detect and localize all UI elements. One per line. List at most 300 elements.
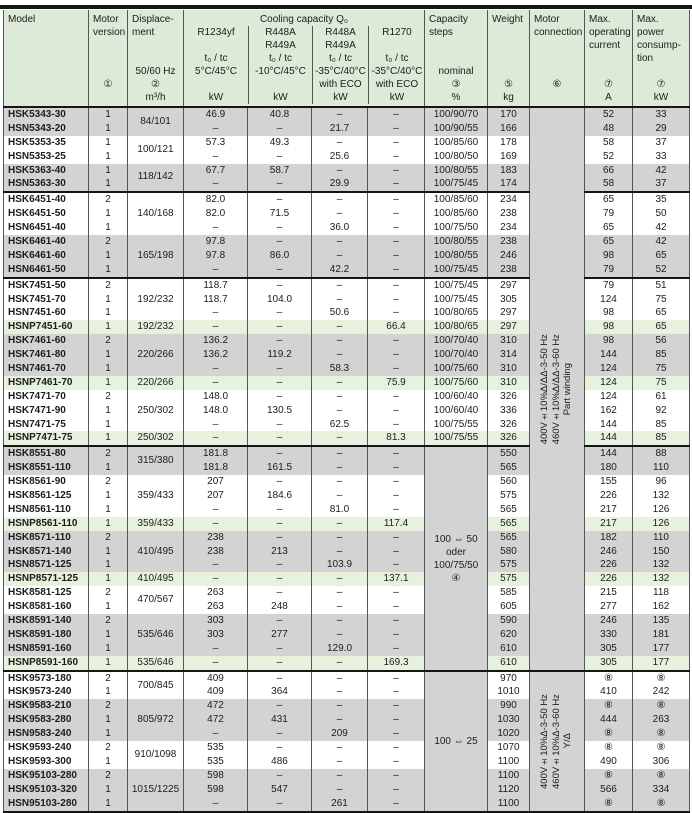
cell-capacity-r1270: – <box>368 755 425 769</box>
cell-weight: 310 <box>488 334 530 348</box>
cell-max-operating-current: ⑧ <box>585 727 633 741</box>
cell-capacity-r448a: – <box>248 503 312 517</box>
cell-max-power-consumption: 42 <box>633 164 690 178</box>
col-header-displacement <box>128 10 184 107</box>
cell-capacity-r448a-eco: – <box>312 656 368 671</box>
cell-motor-version: 2 <box>89 334 128 348</box>
cell-capacity-r1234yf: 263 <box>184 600 248 614</box>
cell-max-power-consumption: 52 <box>633 263 690 278</box>
refrigerant-name: R448A <box>265 27 296 38</box>
cell-max-operating-current: 124 <box>585 376 633 390</box>
table-row <box>4 348 690 362</box>
cell-max-operating-current: 217 <box>585 517 633 531</box>
cell-capacity-r1270: – <box>368 531 425 545</box>
displacement-unit: m³/h <box>145 92 166 103</box>
cell-motor-version: 1 <box>89 249 128 263</box>
cell-model: HSNP8561-110 <box>4 517 89 531</box>
subcol-r1270 <box>368 26 425 104</box>
cell-capacity-r448a-eco: 42.2 <box>312 263 368 278</box>
cell-motor-version: 1 <box>89 306 128 320</box>
cell-displacement: 910/1098 <box>128 741 184 769</box>
cell-capacity-r1234yf: 409 <box>184 686 248 700</box>
table-row <box>4 642 690 656</box>
cell-max-power-consumption: 334 <box>633 783 690 797</box>
cell-capacity-r448a-eco: – <box>312 390 368 404</box>
cell-model: HSK6461-60 <box>4 249 89 263</box>
cell-max-power-consumption: 92 <box>633 404 690 418</box>
cell-capacity-r1234yf: – <box>184 727 248 741</box>
cell-capacity-r448a-eco: – <box>312 671 368 686</box>
weight-title: Weight <box>492 14 523 25</box>
cell-weight: 610 <box>488 642 530 656</box>
cell-model: HSN5353-25 <box>4 150 89 164</box>
cell-max-power-consumption: ⑧ <box>633 797 690 812</box>
cell-max-power-consumption: 50 <box>633 207 690 221</box>
cell-max-power-consumption: 85 <box>633 418 690 432</box>
cell-capacity-r1234yf: 472 <box>184 713 248 727</box>
cell-max-power-consumption: 132 <box>633 572 690 586</box>
table-row <box>4 572 690 586</box>
cell-max-power-consumption: 132 <box>633 489 690 503</box>
table-row <box>4 755 690 769</box>
cooling-capacity-title: Cooling capacity Q₀ <box>259 14 349 25</box>
cell-capacity-r448a-eco: 209 <box>312 727 368 741</box>
cell-weight: 605 <box>488 600 530 614</box>
col-header-model <box>4 10 89 107</box>
cell-displacement: 470/567 <box>128 586 184 614</box>
cell-capacity-r448a: – <box>248 727 312 741</box>
temp-condition: -35°C/40°C <box>371 66 423 77</box>
table-row <box>4 150 690 164</box>
cell-motor-version: 1 <box>89 107 128 122</box>
cell-capacity-r1270: 75.9 <box>368 376 425 390</box>
cell-max-power-consumption: 33 <box>633 107 690 122</box>
cell-max-operating-current: 124 <box>585 362 633 376</box>
cell-capacity-steps: 100/60/40 <box>425 404 488 418</box>
table-row <box>4 614 690 628</box>
table-row <box>4 107 690 122</box>
temp-condition: -35°C/40°C <box>315 66 366 77</box>
cell-max-power-consumption: 35 <box>633 192 690 207</box>
cell-weight: 336 <box>488 404 530 418</box>
cell-model: HSN8561-110 <box>4 503 89 517</box>
cell-capacity-r448a: – <box>248 656 312 671</box>
nominal-label: nominal <box>438 66 474 77</box>
cell-max-operating-current: 246 <box>585 545 633 559</box>
cell-max-operating-current: 566 <box>585 783 633 797</box>
cell-displacement: 220/266 <box>128 334 184 376</box>
cell-model: HSN7451-60 <box>4 306 89 320</box>
cell-motor-version: 1 <box>89 572 128 586</box>
cell-capacity-r448a: – <box>248 741 312 755</box>
cell-capacity-r448a-eco: – <box>312 572 368 586</box>
cell-max-operating-current: 217 <box>585 503 633 517</box>
cell-max-power-consumption: ⑧ <box>633 671 690 686</box>
cell-max-power-consumption: 132 <box>633 559 690 573</box>
cell-capacity-r448a: – <box>248 150 312 164</box>
cell-capacity-r1270: – <box>368 586 425 600</box>
cell-capacity-r1270: – <box>368 699 425 713</box>
cell-weight: 314 <box>488 348 530 362</box>
cell-motor-version: 2 <box>89 192 128 207</box>
cell-capacity-r448a-eco: – <box>312 293 368 307</box>
table-row <box>4 320 690 334</box>
cell-model: HSN8571-125 <box>4 559 89 573</box>
unit-label: kW <box>273 92 288 103</box>
cell-capacity-r1270: – <box>368 461 425 475</box>
cell-capacity-r448a-eco: – <box>312 545 368 559</box>
cell-max-operating-current: 79 <box>585 278 633 293</box>
cell-capacity-r1270: – <box>368 177 425 192</box>
cell-capacity-r1270: – <box>368 390 425 404</box>
table-row <box>4 600 690 614</box>
cell-model: HSNP7471-75 <box>4 431 89 446</box>
cell-model: HSK7471-70 <box>4 390 89 404</box>
cell-capacity-r448a: – <box>248 446 312 461</box>
cell-capacity-r1234yf: 118.7 <box>184 293 248 307</box>
cell-capacity-r1270: 137.1 <box>368 572 425 586</box>
cell-capacity-r448a-eco: 21.7 <box>312 122 368 136</box>
cell-max-power-consumption: 61 <box>633 390 690 404</box>
cell-weight: 1070 <box>488 741 530 755</box>
cell-model: HSK8571-110 <box>4 531 89 545</box>
cell-max-power-consumption: 37 <box>633 136 690 150</box>
cell-motor-version: 1 <box>89 461 128 475</box>
cell-capacity-steps: 100/75/45 <box>425 278 488 293</box>
cell-max-power-consumption: 88 <box>633 446 690 461</box>
cell-capacity-r1270: – <box>368 107 425 122</box>
cell-max-power-consumption: 110 <box>633 531 690 545</box>
cell-max-operating-current: 155 <box>585 475 633 489</box>
cell-capacity-r1270: – <box>368 489 425 503</box>
cell-capacity-r1234yf: – <box>184 559 248 573</box>
cell-weight: 1030 <box>488 713 530 727</box>
cell-weight: 326 <box>488 418 530 432</box>
cell-capacity-steps: 100/80/55 <box>425 164 488 178</box>
cell-capacity-r448a-eco: – <box>312 517 368 531</box>
cell-model: HSK8591-180 <box>4 628 89 642</box>
cell-motor-connection: 400V±10%Δ-3-50 Hz 460V±10%Δ-3-60 Hz Y/Δ <box>530 671 585 812</box>
cell-model: HSK8561-90 <box>4 475 89 489</box>
cell-max-operating-current: 52 <box>585 150 633 164</box>
table-row <box>4 390 690 404</box>
cell-capacity-r448a-eco: – <box>312 320 368 334</box>
cell-weight: 585 <box>488 586 530 600</box>
table-row <box>4 192 690 207</box>
cell-capacity-r448a: – <box>248 320 312 334</box>
cell-capacity-steps: 100/75/60 <box>425 362 488 376</box>
cell-capacity-r448a-eco: – <box>312 461 368 475</box>
table-row <box>4 461 690 475</box>
cell-capacity-r1234yf: – <box>184 122 248 136</box>
cell-capacity-r448a: 431 <box>248 713 312 727</box>
max-power-line1: Max. <box>637 14 659 25</box>
cell-capacity-r448a: – <box>248 376 312 390</box>
cell-capacity-r448a: 364 <box>248 686 312 700</box>
cell-capacity-r1270: – <box>368 600 425 614</box>
table-row <box>4 686 690 700</box>
cell-capacity-r448a: – <box>248 177 312 192</box>
cell-model: HSK7461-60 <box>4 334 89 348</box>
cell-capacity-r1234yf: 598 <box>184 783 248 797</box>
table-row <box>4 559 690 573</box>
cell-capacity-steps: 100/75/50 <box>425 221 488 235</box>
unit-label: kW <box>208 92 224 103</box>
cell-max-operating-current: 66 <box>585 164 633 178</box>
cell-weight: 575 <box>488 489 530 503</box>
cell-weight: 170 <box>488 107 530 122</box>
cell-capacity-r1270: – <box>368 545 425 559</box>
cell-motor-version: 2 <box>89 699 128 713</box>
motor-connection-line2: connection <box>534 27 583 38</box>
temp-ratio-label: t₀ / tc <box>385 53 409 64</box>
cell-capacity-r448a-eco: – <box>312 249 368 263</box>
cell-capacity-r448a-eco: – <box>312 783 368 797</box>
table-row <box>4 293 690 307</box>
cell-capacity-r1234yf: – <box>184 320 248 334</box>
col-header-weight <box>488 10 530 107</box>
cell-capacity-steps: 100/80/65 <box>425 306 488 320</box>
cell-capacity-steps: 100/80/55 <box>425 235 488 249</box>
cell-capacity-r1270: – <box>368 362 425 376</box>
cell-capacity-r448a-eco: – <box>312 376 368 390</box>
cell-capacity-r448a: 119.2 <box>248 348 312 362</box>
cell-displacement: 359/433 <box>128 475 184 517</box>
cell-capacity-r448a-eco: – <box>312 475 368 489</box>
table-row <box>4 699 690 713</box>
cell-model: HSK95103-320 <box>4 783 89 797</box>
cell-capacity-r1270: – <box>368 334 425 348</box>
cell-weight: 297 <box>488 320 530 334</box>
cell-capacity-r448a-eco: 36.0 <box>312 221 368 235</box>
cell-max-operating-current: 444 <box>585 713 633 727</box>
cell-capacity-r1234yf: 303 <box>184 614 248 628</box>
cell-weight: 565 <box>488 461 530 475</box>
cell-model: HSK9573-240 <box>4 686 89 700</box>
cell-capacity-r448a-eco: – <box>312 586 368 600</box>
cell-weight: 1100 <box>488 797 530 812</box>
cell-max-power-consumption: 42 <box>633 235 690 249</box>
cell-capacity-r448a-eco: – <box>312 489 368 503</box>
cell-displacement: 315/380 <box>128 446 184 475</box>
cell-max-power-consumption: 177 <box>633 642 690 656</box>
cell-motor-version: 1 <box>89 783 128 797</box>
cell-model: HSK8551-80 <box>4 446 89 461</box>
table-row <box>4 671 690 686</box>
cell-motor-version: 1 <box>89 136 128 150</box>
cell-capacity-r1234yf: – <box>184 656 248 671</box>
cell-capacity-r1270: 117.4 <box>368 517 425 531</box>
cell-displacement: 805/972 <box>128 699 184 741</box>
cell-max-operating-current: 226 <box>585 489 633 503</box>
cell-capacity-r448a-eco: – <box>312 431 368 446</box>
table-row <box>4 656 690 671</box>
cell-weight: 326 <box>488 431 530 446</box>
cell-motor-version: 1 <box>89 686 128 700</box>
cell-max-operating-current: 98 <box>585 306 633 320</box>
cell-max-operating-current: 490 <box>585 755 633 769</box>
cell-motor-version: 1 <box>89 263 128 278</box>
cell-weight: 575 <box>488 559 530 573</box>
cell-capacity-r448a-eco: – <box>312 600 368 614</box>
cell-capacity-r1234yf: – <box>184 517 248 531</box>
cell-max-operating-current: 79 <box>585 263 633 278</box>
cell-model: HSK8581-125 <box>4 586 89 600</box>
cell-capacity-r448a: 86.0 <box>248 249 312 263</box>
cell-max-power-consumption: 135 <box>633 614 690 628</box>
cell-capacity-r1234yf: 181.8 <box>184 446 248 461</box>
cell-displacement: 535/646 <box>128 614 184 656</box>
cell-capacity-r1270: – <box>368 306 425 320</box>
cell-max-power-consumption: 162 <box>633 600 690 614</box>
cell-model: HSK9593-300 <box>4 755 89 769</box>
cell-capacity-r448a-eco: – <box>312 278 368 293</box>
cell-motor-version: 1 <box>89 727 128 741</box>
cell-capacity-r448a-eco: – <box>312 207 368 221</box>
cell-weight: 560 <box>488 475 530 489</box>
cell-max-operating-current: 246 <box>585 614 633 628</box>
cell-capacity-r448a-eco: 58.3 <box>312 362 368 376</box>
cell-max-power-consumption: 85 <box>633 431 690 446</box>
cell-capacity-r1234yf: 238 <box>184 531 248 545</box>
cell-capacity-r1234yf: – <box>184 572 248 586</box>
cell-max-operating-current: ⑧ <box>585 769 633 783</box>
cell-weight: 166 <box>488 122 530 136</box>
cell-capacity-r1234yf: – <box>184 503 248 517</box>
cell-capacity-r448a: – <box>248 431 312 446</box>
cell-model: HSK5363-40 <box>4 164 89 178</box>
cell-displacement: 250/302 <box>128 390 184 432</box>
cell-max-power-consumption: 242 <box>633 686 690 700</box>
unit-label: kW <box>333 92 348 103</box>
cell-capacity-r1234yf: – <box>184 642 248 656</box>
cell-motor-version: 1 <box>89 545 128 559</box>
table-row <box>4 586 690 600</box>
table-row <box>4 431 690 446</box>
cell-capacity-r1270: – <box>368 404 425 418</box>
cell-weight: 297 <box>488 306 530 320</box>
cell-capacity-steps: 100/75/60 <box>425 376 488 390</box>
cell-weight: 1020 <box>488 727 530 741</box>
cell-max-power-consumption: 75 <box>633 362 690 376</box>
cell-capacity-r448a: – <box>248 263 312 278</box>
cell-capacity-r448a-eco: – <box>312 531 368 545</box>
cell-max-operating-current: 48 <box>585 122 633 136</box>
table-row <box>4 404 690 418</box>
cell-capacity-r1234yf: – <box>184 306 248 320</box>
displacement-line1: Displace- <box>132 14 174 25</box>
cell-max-power-consumption: 51 <box>633 278 690 293</box>
cell-motor-version: 1 <box>89 418 128 432</box>
table-row <box>4 545 690 559</box>
table-row <box>4 207 690 221</box>
subcol-r1234yf <box>184 26 248 104</box>
cell-capacity-r448a: – <box>248 797 312 812</box>
cell-max-operating-current: 52 <box>585 107 633 122</box>
cell-capacity-r448a: 40.8 <box>248 107 312 122</box>
cell-max-power-consumption: 37 <box>633 177 690 192</box>
cell-capacity-r1270: – <box>368 614 425 628</box>
cell-max-operating-current: 65 <box>585 221 633 235</box>
footnote-7-mark: ⑦ <box>604 79 613 90</box>
cell-max-operating-current: ⑧ <box>585 671 633 686</box>
cell-max-power-consumption: 177 <box>633 656 690 671</box>
cell-capacity-r448a: 130.5 <box>248 404 312 418</box>
cell-weight: 1120 <box>488 783 530 797</box>
cell-motor-version: 1 <box>89 164 128 178</box>
cell-capacity-r1234yf: – <box>184 221 248 235</box>
cell-max-power-consumption: ⑧ <box>633 741 690 755</box>
cell-capacity-r1270: – <box>368 769 425 783</box>
cell-capacity-r1270: – <box>368 797 425 812</box>
cell-max-power-consumption: 85 <box>633 348 690 362</box>
cell-capacity-r448a: – <box>248 475 312 489</box>
cell-capacity-steps: 100/75/45 <box>425 177 488 192</box>
cell-capacity-r448a: – <box>248 235 312 249</box>
cell-motor-version: 1 <box>89 489 128 503</box>
footnote-6-mark: ⑥ <box>552 79 562 90</box>
cell-weight: 565 <box>488 503 530 517</box>
cell-capacity-r448a: – <box>248 362 312 376</box>
cell-displacement: 118/142 <box>128 164 184 193</box>
cell-capacity-r1234yf: 82.0 <box>184 192 248 207</box>
cell-displacement: 250/302 <box>128 431 184 446</box>
cell-weight: 183 <box>488 164 530 178</box>
cell-capacity-r448a-eco: – <box>312 136 368 150</box>
cell-displacement: 410/495 <box>128 572 184 586</box>
cell-weight: 575 <box>488 572 530 586</box>
cell-weight: 234 <box>488 192 530 207</box>
cell-model: HSN6451-40 <box>4 221 89 235</box>
cell-capacity-r448a-eco: 25.6 <box>312 150 368 164</box>
table-row <box>4 235 690 249</box>
max-current-line1: Max. <box>589 14 611 25</box>
cell-capacity-r448a: – <box>248 306 312 320</box>
cell-capacity-r448a-eco: – <box>312 235 368 249</box>
cell-max-power-consumption: 29 <box>633 122 690 136</box>
cell-capacity-r1270: – <box>368 475 425 489</box>
table-row <box>4 628 690 642</box>
footnote-1-mark: ① <box>103 79 113 90</box>
cell-capacity-r1234yf: 46.9 <box>184 107 248 122</box>
cell-weight: 565 <box>488 531 530 545</box>
cell-capacity-steps-merged: 100 ⇔ 50 oder 100/75/50 ④ <box>425 446 488 670</box>
cell-max-operating-current: 144 <box>585 418 633 432</box>
refrigerant-name2: R449A <box>325 40 356 51</box>
top-divider-bar <box>0 5 692 9</box>
eco-label: with ECO <box>319 79 362 90</box>
cell-max-power-consumption: 75 <box>633 293 690 307</box>
table-row <box>4 263 690 278</box>
cell-capacity-r448a: – <box>248 390 312 404</box>
cell-capacity-r1270: – <box>368 249 425 263</box>
cell-displacement: 192/232 <box>128 278 184 321</box>
table-row <box>4 769 690 783</box>
cell-motor-version: 1 <box>89 376 128 390</box>
max-power-line2: power <box>637 27 665 38</box>
motor-connection-line1: Motor <box>534 14 560 25</box>
cell-capacity-r1270: – <box>368 559 425 573</box>
cell-max-power-consumption: 96 <box>633 475 690 489</box>
cell-capacity-r1270: – <box>368 136 425 150</box>
cell-displacement: 700/845 <box>128 671 184 700</box>
cell-capacity-r1270: – <box>368 418 425 432</box>
weight-unit: kg <box>503 92 514 103</box>
cell-capacity-r448a-eco: – <box>312 686 368 700</box>
max-power-line4: tion <box>637 53 654 64</box>
cell-weight: 1100 <box>488 755 530 769</box>
cell-capacity-r448a-eco: – <box>312 446 368 461</box>
